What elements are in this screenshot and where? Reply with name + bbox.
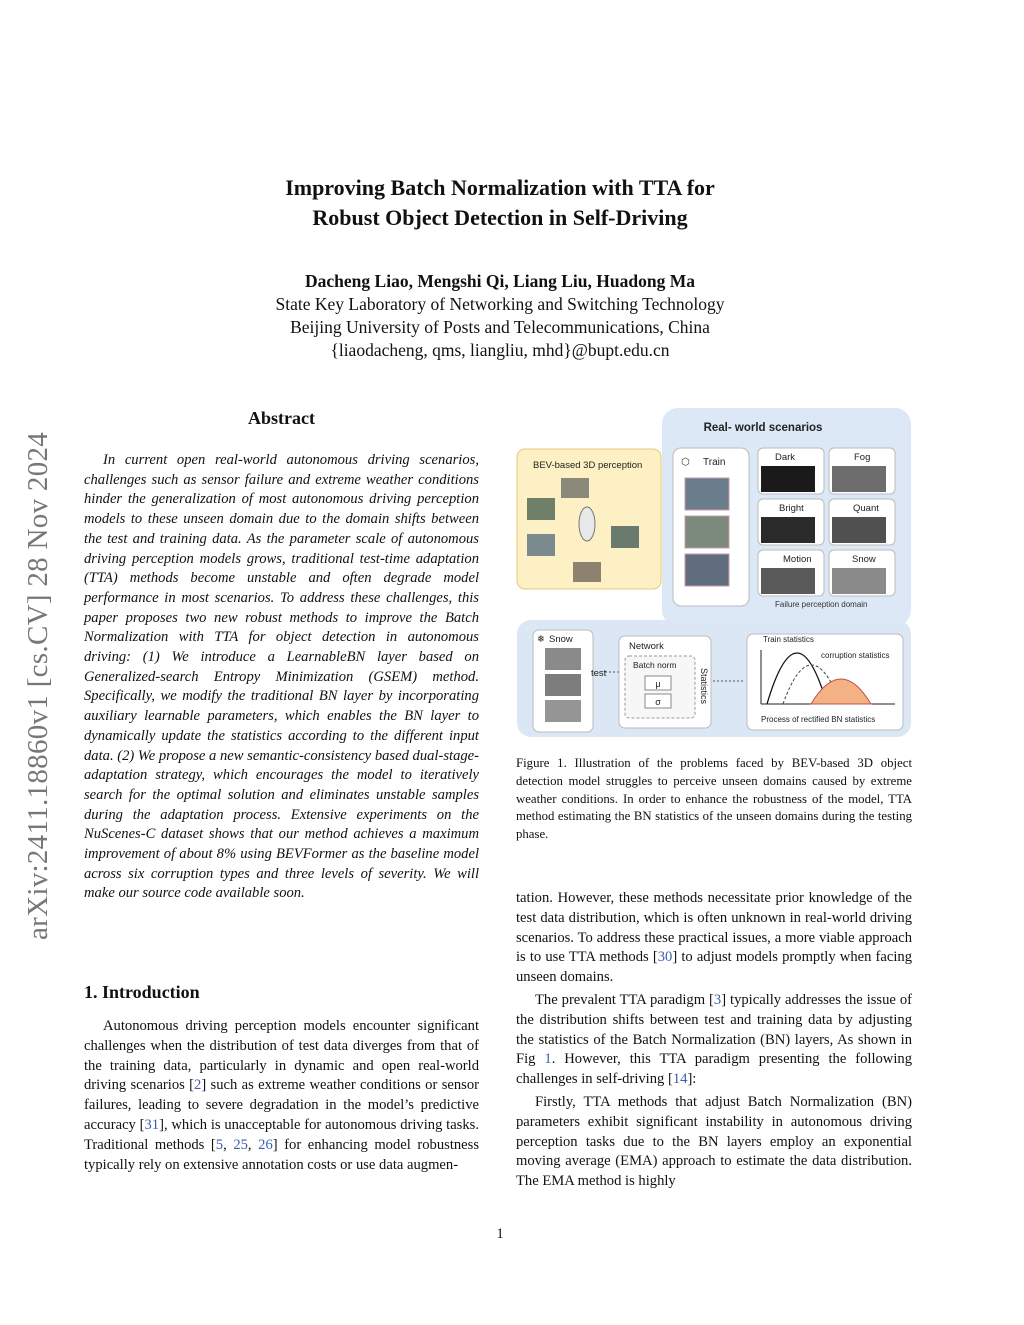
title-line-1: Improving Batch Normalization with TTA for bbox=[285, 175, 715, 200]
right-paragraph-2: The prevalent TTA paradigm [3] typically addresses the issue of the distribution shifts between test and training data by adjusting the statistics of the Batch Normalization (BN) layers, As shown in Fig 1. However, this TTA paradigm presenting the following challenges in self-driving [14]: bbox=[516, 991, 912, 1088]
domain-label: Dark bbox=[775, 452, 796, 463]
right-paragraph-1: tation. However, these methods necessitate prior knowledge of the test data distribution, which is often unknown in real-world driving scenarios. To address these practical issues, a more viable approach is to use TTA methods [30] to adjust models promptly when facing unseen domains. bbox=[516, 890, 912, 986]
snow-flake-icon: ❄ bbox=[537, 634, 545, 645]
bev-camera-image bbox=[561, 478, 589, 498]
citation-link[interactable]: 14 bbox=[672, 1071, 688, 1088]
snow-image bbox=[545, 700, 581, 722]
domain-tile-dark bbox=[758, 448, 824, 494]
citation-link[interactable]: 26 bbox=[258, 1136, 273, 1153]
right-column-text bbox=[516, 889, 912, 1195]
section-heading-introduction: 1. Introduction bbox=[84, 982, 200, 1002]
abstract-heading: Abstract bbox=[248, 408, 315, 428]
statistics-label: Statistics bbox=[699, 668, 709, 705]
affiliation-lab: State Key Laboratory of Networking and Switching Technology bbox=[275, 294, 725, 314]
figure-1 bbox=[515, 406, 915, 740]
bev-camera-image bbox=[527, 498, 555, 520]
network-label: Network bbox=[629, 641, 664, 652]
domain-tile-bright bbox=[758, 499, 824, 545]
train-image bbox=[685, 478, 729, 510]
affiliation-university: Beijing University of Posts and Telecommunications, China bbox=[290, 317, 710, 337]
test-label: test bbox=[591, 668, 607, 679]
right-paragraph-3: Firstly, TTA methods that adjust Batch Normalization (BN) parameters exhibit significant instability in autonomous driving perception tasks due to the BN layers employ an exponential moving average (EMA) approach to estimate the data distribution. The EMA method is highly bbox=[516, 1093, 912, 1190]
train-label: Train bbox=[703, 457, 726, 468]
introduction-paragraph: Autonomous driving perception models encounter significant challenges when the distribution of test data diverges from that of the training data, particularly in dynamic and open real-world driving scenarios [2] such as extreme weather conditions or sensor failures, leading to severe degradation in the model’s predictive accuracy [31], which is unacceptable for autonomous driving tasks. Traditional methods [5, 25, 26] for enhancing model robustness typically rely on extensive annotation costs or use data augmen- bbox=[84, 1018, 480, 1173]
train-image bbox=[685, 516, 729, 548]
figure-reference-link[interactable]: 1 bbox=[544, 1051, 552, 1068]
bev-camera-image bbox=[573, 562, 601, 582]
page-number: 1 bbox=[496, 1226, 504, 1242]
snow-image bbox=[545, 648, 581, 670]
mu-symbol: μ bbox=[655, 679, 661, 689]
snow-test-label: Snow bbox=[549, 634, 573, 645]
train-statistics-label: Train statistics bbox=[763, 635, 814, 644]
sigma-symbol: σ bbox=[655, 697, 661, 707]
author-emails: {liaodacheng, qms, liangliu, mhd}@bupt.edu.cn bbox=[330, 340, 670, 360]
citation-link[interactable]: 31 bbox=[144, 1116, 160, 1133]
domain-label: Snow bbox=[852, 554, 876, 565]
author-list: Dacheng Liao, Mengshi Qi, Liang Liu, Huadong Ma bbox=[305, 271, 695, 291]
title-line-2: Robust Object Detection in Self-Driving bbox=[312, 205, 688, 230]
citation-link[interactable]: 30 bbox=[657, 949, 673, 966]
process-label: Process of rectified BN statistics bbox=[761, 715, 876, 724]
bev-camera-image bbox=[527, 534, 555, 556]
bev-label: BEV-based 3D perception bbox=[533, 460, 643, 471]
domain-tile-motion bbox=[758, 550, 824, 596]
domain-tile-snow bbox=[829, 550, 895, 596]
abstract-body: In current open real-world autonomous driving scenarios, challenges such as sensor failure and extreme weather conditions hinder the generalization of most autonomous driving perception models to these unseen domain due to the domain shifts between the test and training data. As the parameter scale of autonomous driving perception models grows, traditional test-time adaptation (TTA) methods become unstable and often degrade model performance in most scenarios. To address these challenges, this paper proposes two new robust methods to improve the Batch Normalization with TTA for object detection in autonomous driving: (1) We introduce a LearnableBN layer based on Generalized-search Entropy Minimization (GSEM) method. Specifically, we modify the traditional BN layer by incorporating auxiliary learnable parameters, which enables the BN layer to dynamically update the statistics according to the different input data. (2) We propose a new semantic-consistency based dual-stage-adaptation strategy, which encourages the model to iteratively search for the optimal solution and eliminates unstable samples during the adaptation process. Extensive experiments on the NuScenes-C dataset shows that our method achieves a maximum improvement of about 8% using BEVFormer as the baseline model across six corruption types and three levels of severity. We will make our source code available soon. bbox=[84, 452, 479, 902]
corruption-statistics-label: corruption statistics bbox=[821, 651, 890, 660]
domain-label: Motion bbox=[783, 554, 812, 565]
train-cube-icon: ⬡ bbox=[681, 457, 690, 468]
batchnorm-label: Batch norm bbox=[633, 660, 677, 670]
citation-link[interactable]: 3 bbox=[713, 991, 722, 1008]
arxiv-stamp: arXiv:2411.18860v1 [cs.CV] 28 Nov 2024 bbox=[22, 431, 54, 940]
figure-1-caption: Figure 1. Illustration of the problems faced by BEV-based 3D object detection model struggles to perceive unseen domains caused by extreme weather conditions. In order to enhance the robustness of the model, TTA method estimating the BN statistics of the unseen domains during the testing phase. bbox=[516, 756, 912, 842]
ego-car-icon bbox=[579, 507, 595, 541]
domain-label: Quant bbox=[853, 503, 879, 514]
failure-domain-label: Failure perception domain bbox=[775, 600, 868, 609]
real-world-title: Real- world scenarios bbox=[703, 422, 823, 434]
citation-link[interactable]: 5 bbox=[215, 1136, 224, 1153]
domain-tile-fog bbox=[829, 448, 895, 494]
citation-link[interactable]: 25 bbox=[233, 1136, 248, 1153]
paper-title bbox=[0, 173, 1000, 233]
train-image bbox=[685, 554, 729, 586]
domain-label: Fog bbox=[854, 452, 871, 463]
domain-label: Bright bbox=[779, 503, 804, 514]
bev-camera-image bbox=[611, 526, 639, 548]
citation-link[interactable]: 2 bbox=[194, 1077, 202, 1094]
snow-image bbox=[545, 674, 581, 696]
domain-tile-quant bbox=[829, 499, 895, 545]
